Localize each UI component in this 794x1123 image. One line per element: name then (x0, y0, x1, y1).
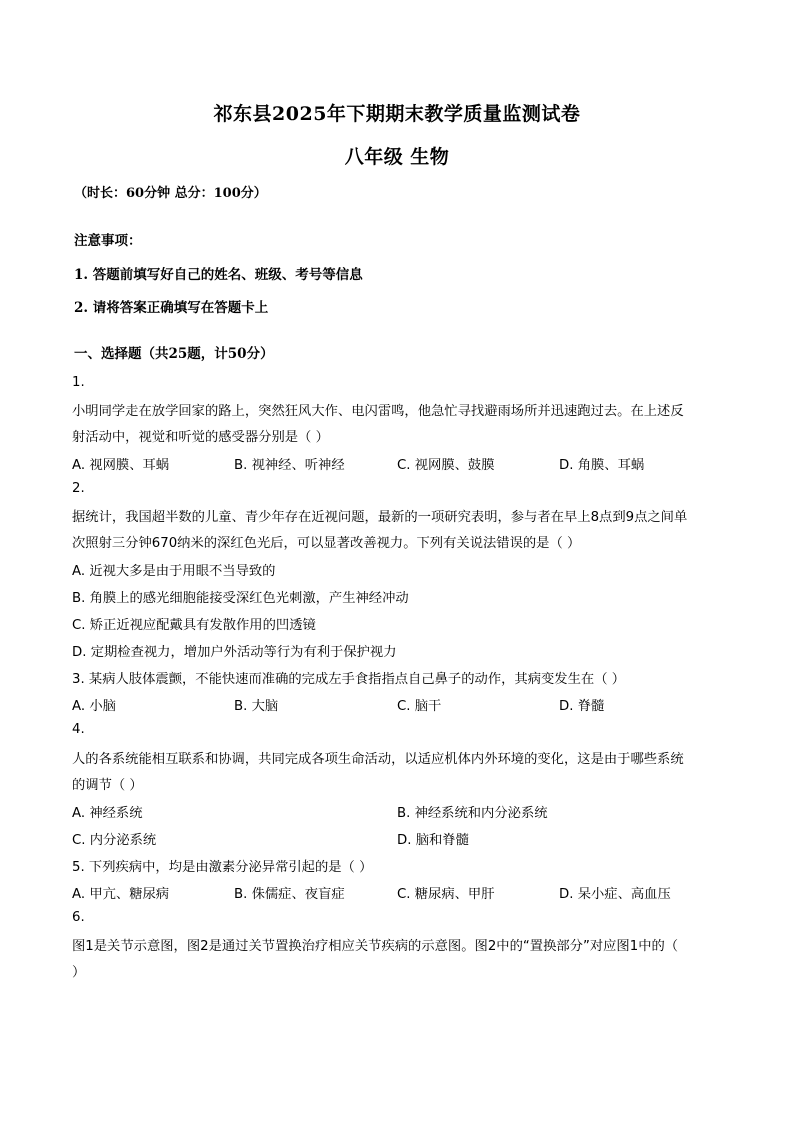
q3-option-a: A. 小脑 (72, 699, 116, 714)
q4-option-c: C. 内分泌系统 (72, 833, 157, 848)
q6-number: 6. (72, 910, 85, 925)
notes-item-1: 1. 答题前填写好自己的姓名、班级、考号等信息 (74, 267, 363, 283)
exam-title: 祁东县2025年下期期末教学质量监测试卷 (213, 103, 581, 125)
q1-number: 1. (72, 375, 85, 390)
q4-option-d: D. 脑和脊髓 (397, 833, 469, 848)
q1-option-b: B. 视神经、听神经 (234, 458, 345, 473)
q5-option-b: B. 侏儒症、夜盲症 (234, 887, 345, 902)
section-title: 一、选择题（共25题，计50分） (74, 346, 274, 362)
exam-meta: （时长：60分钟 总分：100分） (74, 186, 267, 201)
q3-option-d: D. 脊髓 (559, 699, 605, 714)
q1-option-a: A. 视网膜、耳蜗 (72, 458, 170, 473)
q1-stem-line-2: 射活动中，视觉和听觉的感受器分别是（ ） (72, 430, 329, 445)
q6-stem-line-2: ） (72, 965, 86, 980)
q2-option-a: A. 近视大多是由于用眼不当导致的 (72, 564, 276, 579)
q3-option-c: C. 脑干 (397, 699, 442, 714)
exam-subject: 八年级 生物 (344, 146, 450, 168)
q2-option-d: D. 定期检查视力，增加户外活动等行为有利于保护视力 (72, 645, 397, 660)
q5-option-a: A. 甲亢、糖尿病 (72, 887, 170, 902)
q4-number: 4. (72, 722, 85, 737)
q3-option-b: B. 大脑 (234, 699, 279, 714)
q1-option-d: D. 角膜、耳蜗 (559, 458, 645, 473)
q3-stem: 3. 某病人肢体震颤，不能快速而准确的完成左手食指指点自己鼻子的动作，其病变发生在（ ） (72, 672, 626, 687)
q6-stem-line-1: 图1是关节示意图，图2是通过关节置换治疗相应关节疾病的示意图。图2中的“置换部分”对应图1中的（ (72, 939, 679, 954)
q2-stem-line-2: 次照射三分钟670纳米的深红色光后，可以显著改善视力。下列有关说法错误的是（ ） (72, 536, 581, 551)
q4-stem-line-2: 的调节（ ） (72, 778, 143, 793)
q2-number: 2. (72, 481, 85, 496)
q5-option-c: C. 糖尿病、甲肝 (397, 887, 495, 902)
q2-stem-line-1: 据统计，我国超半数的儿童、青少年存在近视问题，最新的一项研究表明，参与者在早上8点到9点之间单 (72, 510, 688, 525)
notes-item-2: 2. 请将答案正确填写在答题卡上 (74, 300, 269, 316)
q4-option-a: A. 神经系统 (72, 806, 143, 821)
q4-stem-line-1: 人的各系统能相互联系和协调，共同完成各项生命活动，以适应机体内外环境的变化，这是由于哪些系统 (72, 752, 684, 767)
q4-option-b: B. 神经系统和内分泌系统 (397, 806, 548, 821)
q2-option-b: B. 角膜上的感光细胞能接受深红色光刺激，产生神经冲动 (72, 591, 409, 606)
q5-stem: 5. 下列疾病中，均是由激素分泌异常引起的是（ ） (72, 860, 373, 875)
q2-option-c: C. 矫正近视应配戴具有发散作用的凹透镜 (72, 618, 316, 633)
q1-option-c: C. 视网膜、鼓膜 (397, 458, 495, 473)
q1-stem-line-1: 小明同学走在放学回家的路上，突然狂风大作、电闪雷鸣，他急忙寻找避雨场所并迅速跑过去。在上述反 (72, 404, 684, 419)
q5-option-d: D. 呆小症、高血压 (559, 887, 671, 902)
notes-heading: 注意事项： (74, 233, 142, 249)
